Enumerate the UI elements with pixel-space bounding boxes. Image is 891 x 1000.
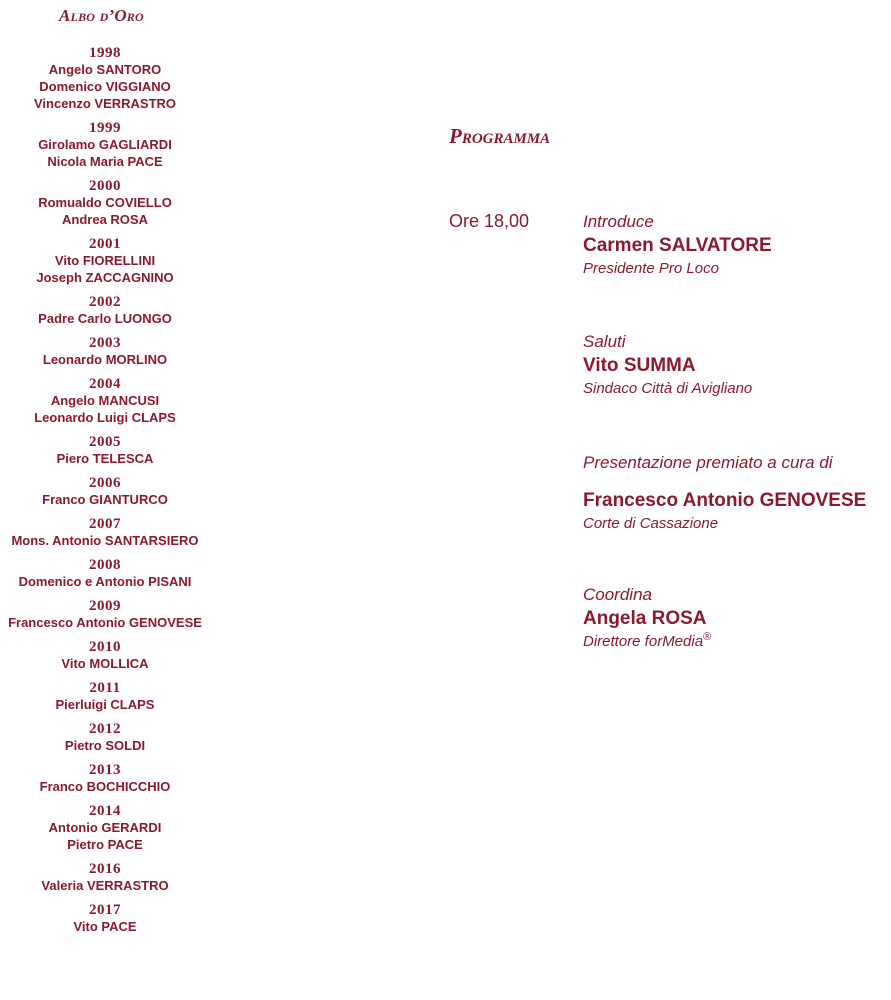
albo-entry [0, 721, 210, 754]
coordina-title: Direttore forMedia [583, 633, 704, 650]
albo-name: Romualdo COVIELLO [38, 195, 172, 210]
albo-entry [0, 803, 210, 853]
albo-entry [0, 516, 210, 549]
albo-name: Pierluigi CLAPS [55, 697, 155, 712]
albo-name: Domenico VIGGIANO [39, 79, 171, 94]
saluti-name: Vito SUMMA [583, 355, 696, 376]
albo-name: Joseph ZACCAGNINO [36, 270, 174, 285]
coordina-title-line [583, 632, 711, 652]
albo-entry [0, 902, 210, 935]
albo-year: 2007 [89, 516, 121, 532]
coordina-name: Angela ROSA [583, 608, 707, 629]
registered-mark: ® [703, 631, 712, 643]
introduce-name: Carmen SALVATORE [583, 235, 772, 256]
albo-name: Andrea ROSA [62, 212, 148, 227]
albo-entry [0, 236, 210, 286]
albo-year: 2008 [89, 557, 121, 573]
albo-year: 2013 [89, 762, 121, 778]
albo-year: 2002 [89, 294, 121, 310]
albo-year: 2005 [89, 434, 121, 450]
presentazione-title: Corte di Cassazione [583, 515, 719, 532]
albo-year: 2009 [89, 598, 121, 614]
albo-year: 2001 [89, 236, 121, 252]
programma-title: Programma [449, 124, 551, 148]
albo-entry [0, 557, 210, 590]
albo-name: Vincenzo VERRASTRO [33, 96, 177, 111]
introduce-block [583, 211, 772, 279]
albo-name: Girolamo GAGLIARDI [38, 137, 172, 152]
albo-name: Valeria VERRASTRO [41, 878, 169, 893]
albo-entry [0, 475, 210, 508]
albo-name: Pietro PACE [67, 837, 143, 852]
albo-name: Vito PACE [73, 919, 137, 934]
coordina-role: Coordina [583, 585, 652, 604]
albo-entry [0, 680, 210, 713]
albo-name: Mons. Antonio SANTARSIERO [11, 533, 199, 548]
albo-name: Nicola Maria PACE [47, 154, 163, 169]
albo-entry [0, 639, 210, 672]
albo-name: Leonardo Luigi CLAPS [34, 410, 176, 425]
albo-year: 2003 [89, 335, 121, 351]
albo-year: 2004 [89, 376, 121, 392]
albo-entry [0, 120, 210, 170]
albo-entry [0, 376, 210, 426]
albo-name: Franco BOCHICCHIO [39, 779, 171, 794]
albo-entry [0, 861, 210, 894]
albo-name: Piero TELESCA [56, 451, 154, 466]
albo-year: 2010 [89, 639, 121, 655]
saluti-title: Sindaco Città di Avigliano [583, 380, 753, 397]
albo-entry [0, 335, 210, 368]
presentazione-name: Francesco Antonio GENOVESE [583, 490, 867, 511]
albo-entry [0, 294, 210, 327]
event-time: Ore 18,00 [449, 211, 530, 231]
saluti-role: Saluti [583, 332, 626, 351]
albo-year: 2016 [89, 861, 121, 877]
albo-name: Pietro SOLDI [64, 738, 146, 753]
introduce-role: Introduce [583, 212, 654, 231]
coordina-block [583, 584, 711, 652]
albo-year: 1999 [89, 120, 121, 136]
albo-year: 2017 [89, 902, 121, 918]
introduce-title: Presidente Pro Loco [583, 260, 719, 277]
albo-entry [0, 762, 210, 795]
albo-year: 2012 [89, 721, 121, 737]
albo-year: 2000 [89, 178, 121, 194]
albo-name: Vito MOLLICA [61, 656, 149, 671]
albo-name: Angelo MANCUSI [50, 393, 160, 408]
albo-name: Padre Carlo LUONGO [38, 311, 172, 326]
albo-name: Leonardo MORLINO [42, 352, 168, 367]
albo-name: Angelo SANTORO [48, 62, 162, 77]
albo-entry [0, 45, 210, 112]
albo-name: Antonio GERARDI [48, 820, 162, 835]
presentazione-role: Presentazione premiato a cura di [583, 453, 833, 472]
albo-entry [0, 434, 210, 467]
albo-entries [0, 45, 210, 943]
presentazione-block [583, 452, 866, 534]
albo-name: Domenico e Antonio PISANI [18, 574, 192, 589]
albo-year: 2006 [89, 475, 121, 491]
albo-name: Vito FIORELLINI [54, 253, 156, 268]
albo-year: 2011 [89, 680, 121, 696]
albo-year: 2014 [89, 803, 121, 819]
saluti-block [583, 331, 752, 399]
albo-name: Francesco Antonio GENOVESE [8, 615, 202, 630]
albo-year: 1998 [89, 45, 121, 61]
albo-name: Franco GIANTURCO [42, 492, 168, 507]
albo-entry [0, 178, 210, 228]
albo-entry [0, 598, 210, 631]
albo-title: Albo d’Oro [59, 6, 144, 25]
